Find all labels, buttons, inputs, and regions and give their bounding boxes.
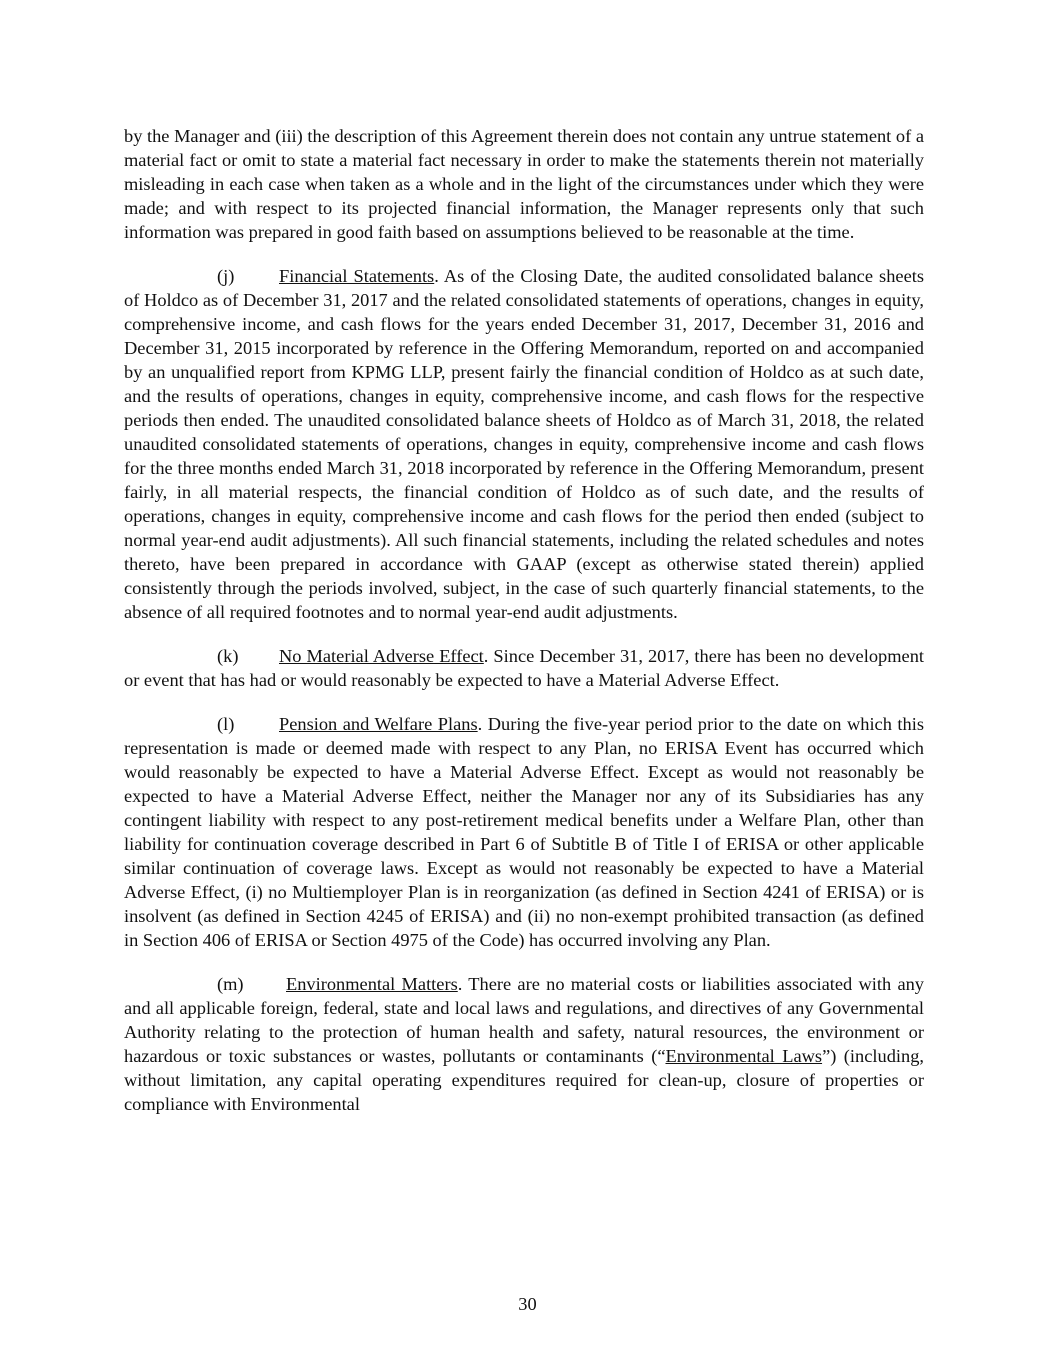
section-m-label: (m) [217,974,244,994]
section-k-paragraph [124,644,924,692]
section-k-heading: No Material Adverse Effect [279,646,484,666]
continuation-paragraph: by the Manager and (iii) the description of this Agreement therein does not contain any untrue statement of a material fact or omit to state a material fact necessary in order to make the statements therein not materially misleading in each case when taken as a whole and in the light of the circumstances under which they were made; and with respect to its projected financial information, the Manager represents only that such information was prepared in good faith based on assumptions believed to be reasonable at the time. [124,126,924,242]
page-number: 30 [518,1294,537,1314]
section-m-body-after: ”) (including, without limitation, any capital operating expenditures required for clean-up, closure of properties or compliance with Environmental [124,1046,924,1114]
section-k-label: (k) [217,646,239,666]
section-k-body: . Since December 31, 2017, there has been no development or event that has had or would reasonably be expected to have a Material Adverse Effect. [124,646,924,690]
defined-term-environmental-laws: Environmental Laws [665,1046,823,1066]
section-l-heading: Pension and Welfare Plans [279,714,478,734]
section-l-body: . During the five-year period prior to the date on which this representation is made or deemed made with respect to any Plan, no ERISA Event has occurred which would reasonably be expected to have a Material Adverse Effect. Except as would not reasonably be expected to have a Material Adverse Effect, neither the Manager nor any of its Subsidiaries has any contingent liability with respect to any post-retirement medical benefits under a Welfare Plan, other than liability for continuation coverage described in Part 6 of Subtitle B of Title I of ERISA or other applicable similar continuation of coverage laws. Except as would not reasonably be expected to have a Material Adverse Effect, (i) no Multiemployer Plan is in reorganization (as defined in Section 4241 of ERISA) or is insolvent (as defined in Section 4245 of ERISA) and (ii) no non-exempt prohibited transaction (as defined in Section 406 of ERISA or Section 4975 of the Code) has occurred involving any Plan. [124,714,925,950]
section-l-paragraph [124,712,924,952]
section-l-label: (l) [217,714,235,734]
section-m-body-before: . There are no material costs or liabilities associated with any and all applicable foreign, federal, state and local laws and regulations, and directives of any Governmental Authority relating to the protection of human health and safety, natural resources, the environment or hazardous or toxic substances or wastes, pollutants or contaminants (“ [124,974,924,1066]
section-j-paragraph [124,264,924,624]
section-j-body: . As of the Closing Date, the audited consolidated balance sheets of Holdco as of December 31, 2017 and the related consolidated statements of operations, changes in equity, comprehensive income, and cash flows for the years ended December 31, 2017, December 31, 2016 and December 31, 2015 incorporated by reference in the Offering Memorandum, reported on and accompanied by an unqualified report from KPMG LLP, present fairly the financial condition of Holdco as at such date, and the results of operations, changes in equity, comprehensive income, and cash flows for the respective periods then ended. The unaudited consolidated balance sheets of Holdco as of March 31, 2018, the related unaudited consolidated statements of operations, changes in equity, comprehensive income and cash flows for the three months ended March 31, 2018 incorporated by reference in the Offering Memorandum, present fairly, in all material respects, the financial condition of Holdco as of such date, and the results of operations, changes in equity, comprehensive income and cash flows for the period then ended (subject to normal year-end audit adjustments). All such financial statements, including the related schedules and notes thereto, have been prepared in accordance with GAAP (except as otherwise stated therein) applied consistently through the periods involved, subject, in the case of such quarterly financial statements, to the absence of all required footnotes and to normal year-end audit adjustments. [124,266,925,622]
section-m-paragraph [124,972,924,1116]
section-m-heading: Environmental Matters [286,974,458,994]
section-j-label: (j) [217,266,235,286]
section-j-heading: Financial Statements [279,266,435,286]
document-page [124,124,924,1136]
